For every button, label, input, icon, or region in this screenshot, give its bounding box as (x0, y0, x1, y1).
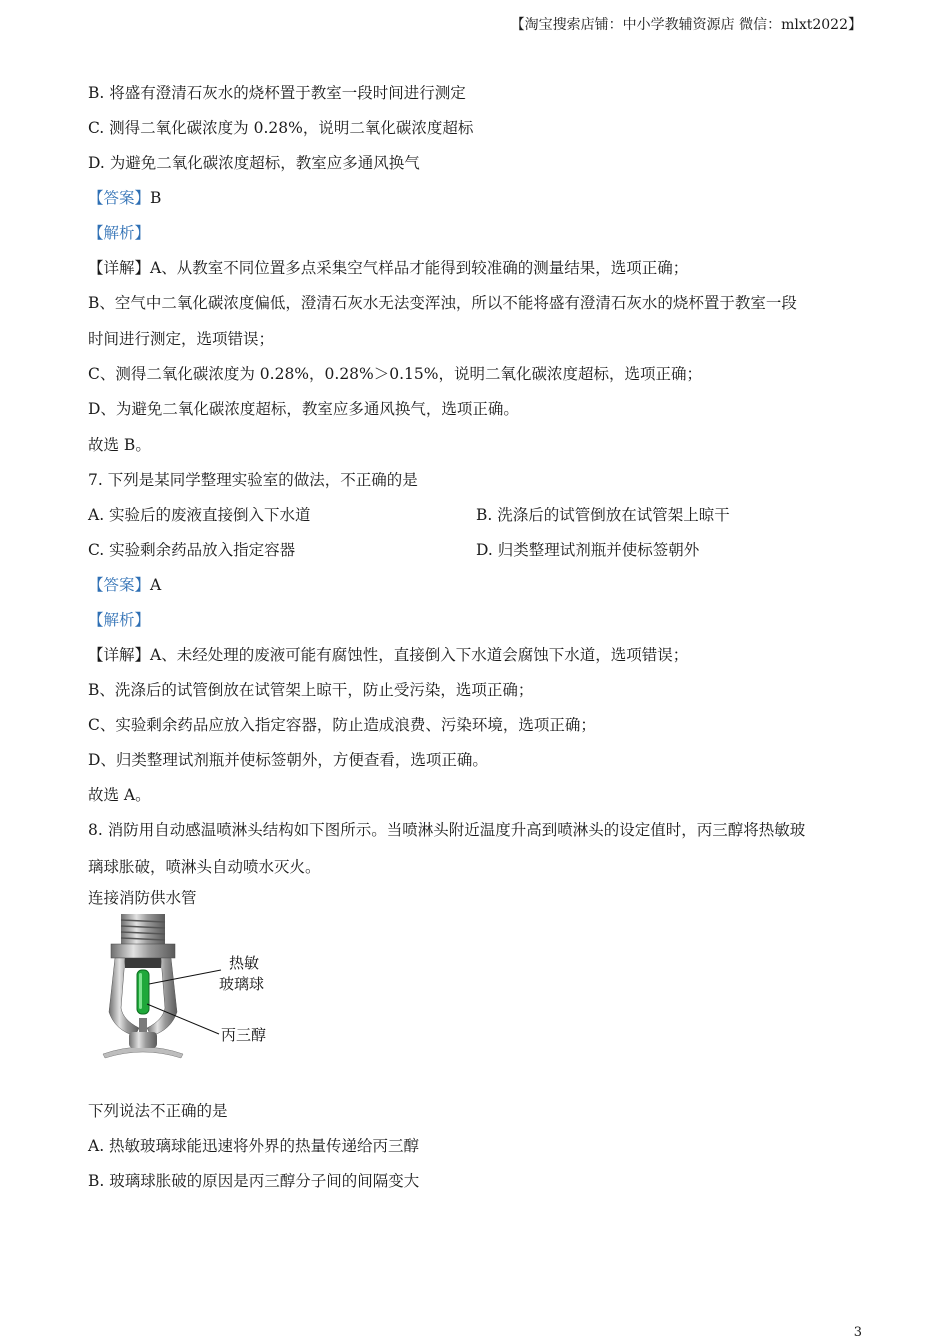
option-b: B. 将盛有澄清石灰水的烧杯置于教室一段时间进行测定 (88, 84, 466, 102)
question-8-cont: 璃球胀破，喷淋头自动喷水灭火。 (88, 858, 321, 876)
bulb-label-1: 热敏 (229, 954, 260, 972)
q7-option-b: B. 洗涤后的试管倒放在试管架上晾干 (476, 506, 730, 524)
detail-b-cont: 时间进行测定，选项错误； (88, 330, 275, 348)
page-number: 3 (853, 1325, 862, 1340)
q7-answer-line (88, 573, 161, 595)
detail-c: C、测得二氧化碳浓度为 0.28%，0.28%＞0.15%，说明二氧化碳浓度超标，选项正确； (88, 365, 703, 383)
q7-detail-c: C、实验剩余药品应放入指定容器，防止造成浪费、污染环境，选项正确； (88, 716, 596, 734)
detail-line (88, 256, 688, 278)
option-c: C. 测得二氧化碳浓度为 0.28%，说明二氧化碳浓度超标 (88, 119, 474, 137)
thread-icon (121, 914, 165, 944)
answer-value: B (150, 189, 162, 207)
glass-bulb-icon (137, 970, 149, 1014)
bulb-label-2: 玻璃球 (219, 975, 265, 993)
q7-detail-b: B、洗涤后的试管倒放在试管架上晾干，防止受污染，选项正确； (88, 681, 534, 699)
q7-option-c: C. 实验剩余药品放入指定容器 (88, 541, 296, 559)
analysis-label: 【解析】 (88, 224, 151, 242)
question-8: 8. 消防用自动感温喷淋头结构如下图所示。当喷淋头附近温度升高到喷淋头的设定值时，丙三醇将热敏玻 (88, 821, 806, 839)
detail-b: B、空气中二氧化碳浓度偏低，澄清石灰水无法变浑浊，所以不能将盛有澄清石灰水的烧杯置于教室一段 (88, 294, 797, 312)
question-7: 7. 下列是某同学整理实验室的做法，不正确的是 (88, 471, 418, 489)
q7-detail-label: 【详解】 (88, 646, 151, 664)
liquid-label: 丙三醇 (221, 1026, 267, 1044)
option-d: D. 为避免二氧化碳浓度超标，教室应多通风换气 (88, 154, 420, 172)
q7-detail-line (88, 643, 688, 665)
q7-conclusion: 故选 A。 (88, 786, 151, 804)
q7-detail-d: D、归类整理试剂瓶并使标签朝外，方便查看，选项正确。 (88, 751, 488, 769)
q7-option-d: D. 归类整理试剂瓶并使标签朝外 (476, 541, 700, 559)
q7-option-a: A. 实验后的废液直接倒入下水道 (88, 506, 311, 524)
page-header: 【淘宝搜索店铺：中小学教辅资源店 微信：mlxt2022】 (510, 17, 862, 33)
figure-top-label: 连接消防供水管 (88, 889, 197, 907)
q7-answer-label: 【答案】 (88, 576, 151, 594)
q8-option-a: A. 热敏玻璃球能迅速将外界的热量传递给丙三醇 (88, 1137, 420, 1155)
sprinkler-figure (95, 912, 295, 1072)
detail-label: 【详解】 (88, 259, 151, 277)
q8-option-b: B. 玻璃球胀破的原因是丙三醇分子间的间隔变大 (88, 1172, 420, 1190)
conclusion: 故选 B。 (88, 436, 151, 454)
answer-label: 【答案】 (88, 189, 151, 207)
detail-a: A、从教室不同位置多点采集空气样品才能得到较准确的测量结果，选项正确； (150, 259, 689, 277)
answer-line (88, 186, 161, 208)
q7-analysis-label: 【解析】 (88, 611, 151, 629)
q8-stem: 下列说法不正确的是 (88, 1102, 228, 1120)
q7-answer-value: A (150, 576, 162, 594)
q7-detail-a: A、未经处理的废液可能有腐蚀性，直接倒入下水道会腐蚀下水道，选项错误； (150, 646, 689, 664)
detail-d: D、为避免二氧化碳浓度超标，教室应多通风换气，选项正确。 (88, 400, 519, 418)
